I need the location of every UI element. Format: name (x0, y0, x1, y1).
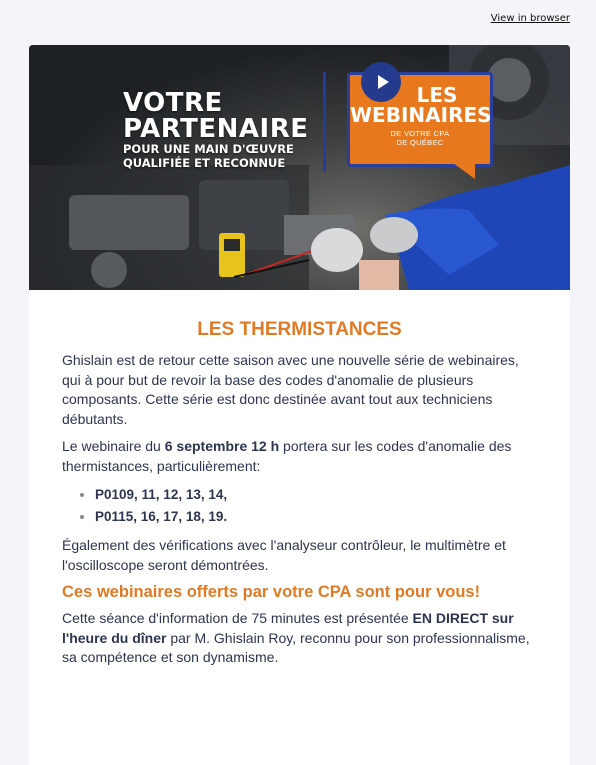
hero-divider (323, 72, 326, 172)
badge-line3b: DE QUÉBEC (396, 138, 444, 147)
session-prefix: Cette séance d'information de 75 minutes est présentée (62, 610, 413, 626)
badge-line2: WEBINAIRES (350, 103, 492, 127)
hero-subtitle-line1: POUR UNE MAIN D'ŒUVRE (123, 142, 294, 156)
email-card (29, 45, 570, 765)
hero-title-line1: VOTRE (123, 88, 223, 118)
webinar-paragraph (62, 437, 537, 476)
hero-subtitle-line2: QUALIFIÉE ET RECONNUE (123, 156, 286, 171)
hero-banner (29, 45, 570, 290)
highlight-heading: Ces webinaires offerts par votre CPA sont pour vous! (62, 583, 481, 601)
badge-line1: LES (416, 83, 458, 107)
session-paragraph (62, 609, 537, 668)
list-item: • P0115, 16, 17, 18, 19. (95, 506, 537, 528)
webinar-date: 6 septembre 12 h (164, 438, 280, 454)
email-content (29, 319, 570, 668)
badge-tail (453, 163, 475, 179)
session-suffix: par M. Ghislain Roy, reconnu pour son professionnalisme, sa compétence et son dynamisme. (62, 629, 530, 665)
webinar-suffix: portera sur les codes d'anomalie des thermistances, particulièrement: (62, 438, 512, 474)
list-item: • P0109, 11, 12, 13, 14, (95, 484, 537, 506)
intro-paragraph: Ghislain est de retour cette saison avec une nouvelle série de webinaires, qui à pour but de revoir la base des codes d'anomalie de plusieurs composants. Cette série est donc destinée avant tout aux techniciens débutants. (62, 352, 519, 427)
session-bold: EN DIRECT sur l'heure du dîner (62, 610, 514, 646)
webinar-prefix: Le webinaire du (62, 438, 165, 454)
play-icon[interactable] (361, 62, 401, 102)
hero-title (123, 90, 308, 170)
verification-paragraph: Également des vérifications avec l'analyseur contrôleur, le multimètre et l'oscilloscope seront démontrées. (62, 537, 506, 573)
view-in-browser-link[interactable]: View in browser (490, 13, 570, 24)
codes-list (62, 484, 537, 528)
section-title: LES THERMISTANCES (197, 319, 402, 340)
hero-title-line2: PARTENAIRE (123, 114, 309, 144)
badge-line3a: DE VOTRE CPA (390, 129, 450, 138)
